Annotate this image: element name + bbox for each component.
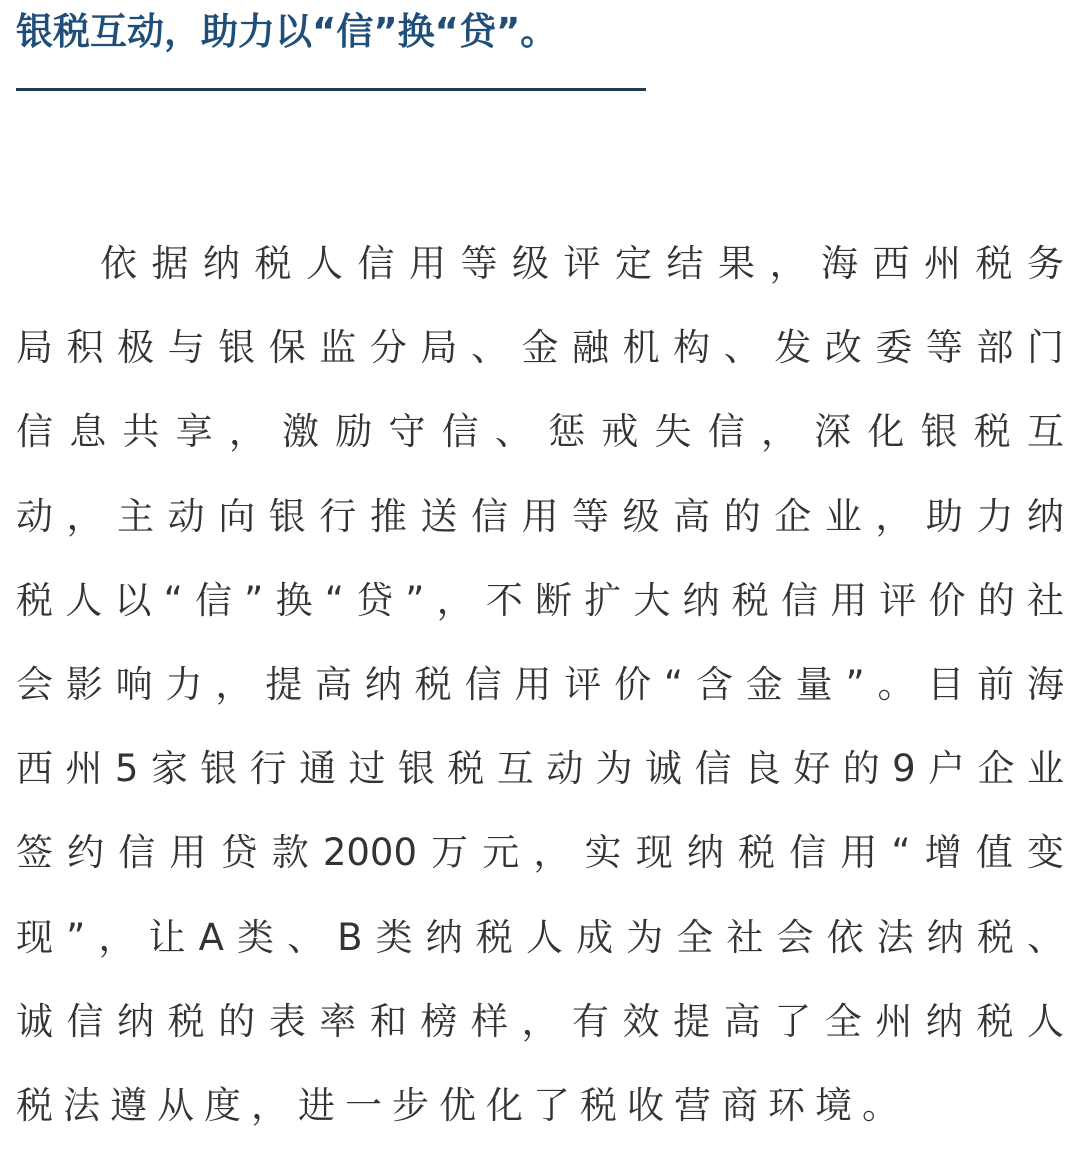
paragraph-line: 会影响力，提高纳税信用评价“含金量”。目前海 — [16, 662, 1064, 706]
paragraph-line: 税人以“信”换“贷”，不断扩大纳税信用评价的社 — [16, 578, 1064, 622]
section-heading: 银税互动，助力以“信”换“贷”。 — [16, 10, 558, 53]
paragraph-line: 依据纳税人信用等级评定结果，海西州税务 — [100, 242, 1064, 285]
paragraph-line: 税法遵从度，进一步优化了税收营商环境。 — [16, 1083, 909, 1127]
paragraph-line: 现”，让A类、B类纳税人成为全社会依法纳税、 — [16, 915, 1064, 959]
article-paragraph — [16, 236, 1064, 1162]
paragraph-line: 签约信用贷款2000万元，实现纳税信用“增值变 — [16, 831, 1064, 875]
paragraph-line: 局积极与银保监分局、金融机构、发改委等部门 — [16, 326, 1064, 370]
paragraph-line: 动，主动向银行推送信用等级高的企业，助力纳 — [16, 494, 1064, 538]
paragraph-line: 西州5家银行通过银税互动为诚信良好的9户企业 — [16, 747, 1064, 791]
paragraph-line: 信息共享，激励守信、惩戒失信，深化银税互 — [16, 410, 1064, 454]
heading-underline — [16, 88, 646, 91]
paragraph-line: 诚信纳税的表率和榜样，有效提高了全州纳税人 — [16, 999, 1064, 1043]
